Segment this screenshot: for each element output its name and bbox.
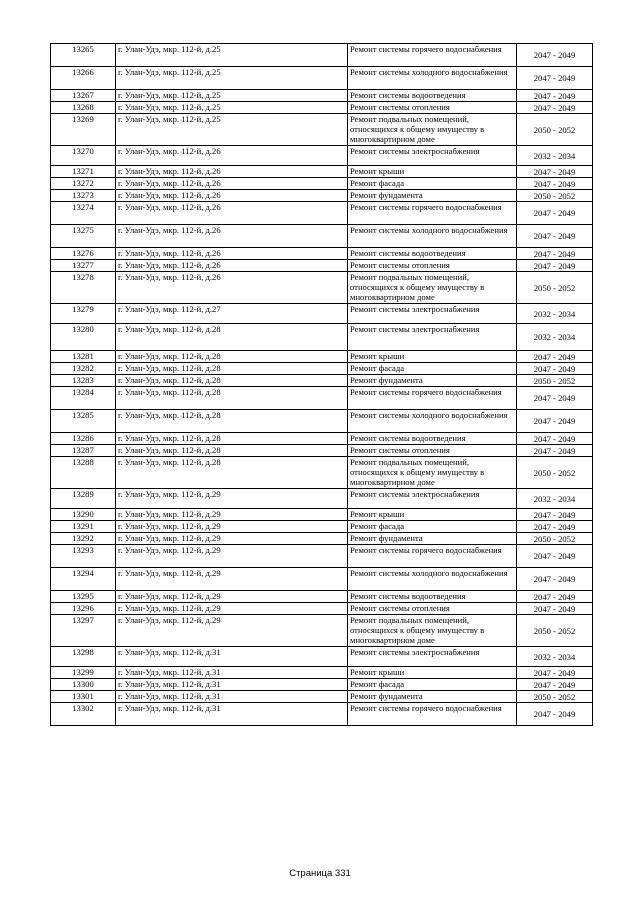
table-row — [51, 102, 593, 114]
table-row — [51, 387, 593, 410]
address-cell: г. Улан-Удэ, мкр. 112-й, д.28 — [116, 375, 348, 387]
table-row — [51, 433, 593, 445]
row-number-cell: 13290 — [51, 509, 116, 521]
period-cell: 2047 - 2049 — [517, 260, 593, 272]
row-number-cell: 13286 — [51, 433, 116, 445]
period-cell: 2047 - 2049 — [517, 568, 593, 591]
table-body — [51, 44, 593, 726]
address-cell: г. Улан-Удэ, мкр. 112-й, д.31 — [116, 691, 348, 703]
address-cell: г. Улан-Удэ, мкр. 112-й, д.28 — [116, 433, 348, 445]
address-cell: г. Улан-Удэ, мкр. 112-й, д.29 — [116, 545, 348, 568]
work-type-cell: Ремонт системы холодного водоснабжения — [348, 225, 517, 248]
address-cell: г. Улан-Удэ, мкр. 112-й, д.28 — [116, 445, 348, 457]
table-row — [51, 324, 593, 351]
work-type-cell: Ремонт системы электроснабжения — [348, 324, 517, 351]
row-number-cell: 13276 — [51, 248, 116, 260]
table-row — [51, 146, 593, 166]
period-cell: 2050 - 2052 — [517, 272, 593, 304]
address-cell: г. Улан-Удэ, мкр. 112-й, д.29 — [116, 509, 348, 521]
address-cell: г. Улан-Удэ, мкр. 112-й, д.26 — [116, 225, 348, 248]
period-cell: 2050 - 2052 — [517, 615, 593, 647]
table-row — [51, 190, 593, 202]
table-row — [51, 248, 593, 260]
row-number-cell: 13302 — [51, 703, 116, 726]
period-cell: 2032 - 2034 — [517, 146, 593, 166]
address-cell: г. Улан-Удэ, мкр. 112-й, д.26 — [116, 260, 348, 272]
row-number-cell: 13269 — [51, 114, 116, 146]
table-row — [51, 679, 593, 691]
row-number-cell: 13293 — [51, 545, 116, 568]
row-number-cell: 13280 — [51, 324, 116, 351]
row-number-cell: 13287 — [51, 445, 116, 457]
work-type-cell: Ремонт системы холодного водоснабжения — [348, 67, 517, 90]
address-cell: г. Улан-Удэ, мкр. 112-й, д.29 — [116, 489, 348, 509]
row-number-cell: 13285 — [51, 410, 116, 433]
address-cell: г. Улан-Удэ, мкр. 112-й, д.28 — [116, 410, 348, 433]
period-cell: 2032 - 2034 — [517, 324, 593, 351]
table-row — [51, 260, 593, 272]
row-number-cell: 13298 — [51, 647, 116, 667]
address-cell: г. Улан-Удэ, мкр. 112-й, д.26 — [116, 248, 348, 260]
address-cell: г. Улан-Удэ, мкр. 112-й, д.28 — [116, 351, 348, 363]
table-row — [51, 489, 593, 509]
work-type-cell: Ремонт системы горячего водоснабжения — [348, 202, 517, 225]
period-cell: 2047 - 2049 — [517, 667, 593, 679]
period-cell: 2047 - 2049 — [517, 102, 593, 114]
work-type-cell: Ремонт системы отопления — [348, 445, 517, 457]
work-type-cell: Ремонт фасада — [348, 363, 517, 375]
row-number-cell: 13277 — [51, 260, 116, 272]
period-cell: 2050 - 2052 — [517, 375, 593, 387]
period-cell: 2032 - 2034 — [517, 647, 593, 667]
work-type-cell: Ремонт системы горячего водоснабжения — [348, 44, 517, 67]
table-row — [51, 603, 593, 615]
address-cell: г. Улан-Удэ, мкр. 112-й, д.25 — [116, 90, 348, 102]
table-row — [51, 667, 593, 679]
work-type-cell: Ремонт крыши — [348, 667, 517, 679]
address-cell: г. Улан-Удэ, мкр. 112-й, д.25 — [116, 44, 348, 67]
table-row — [51, 202, 593, 225]
period-cell: 2047 - 2049 — [517, 433, 593, 445]
work-type-cell: Ремонт системы отопления — [348, 102, 517, 114]
address-cell: г. Улан-Удэ, мкр. 112-й, д.31 — [116, 647, 348, 667]
work-type-cell: Ремонт фасада — [348, 521, 517, 533]
period-cell: 2050 - 2052 — [517, 114, 593, 146]
row-number-cell: 13300 — [51, 679, 116, 691]
table-row — [51, 67, 593, 90]
row-number-cell: 13301 — [51, 691, 116, 703]
work-type-cell: Ремонт подвальных помещений, относящихся к общему имуществу в многоквартирном доме — [348, 272, 517, 304]
table-row — [51, 568, 593, 591]
period-cell: 2047 - 2049 — [517, 202, 593, 225]
work-type-cell: Ремонт системы холодного водоснабжения — [348, 568, 517, 591]
row-number-cell: 13279 — [51, 304, 116, 324]
period-cell: 2050 - 2052 — [517, 533, 593, 545]
period-cell: 2047 - 2049 — [517, 178, 593, 190]
address-cell: г. Улан-Удэ, мкр. 112-й, д.31 — [116, 703, 348, 726]
table-row — [51, 363, 593, 375]
repair-schedule-table — [50, 43, 593, 726]
work-type-cell: Ремонт системы электроснабжения — [348, 304, 517, 324]
address-cell: г. Улан-Удэ, мкр. 112-й, д.28 — [116, 363, 348, 375]
work-type-cell: Ремонт подвальных помещений, относящихся к общему имуществу в многоквартирном доме — [348, 114, 517, 146]
address-cell: г. Улан-Удэ, мкр. 112-й, д.29 — [116, 591, 348, 603]
period-cell: 2047 - 2049 — [517, 387, 593, 410]
work-type-cell: Ремонт фасада — [348, 178, 517, 190]
period-cell: 2032 - 2034 — [517, 489, 593, 509]
row-number-cell: 13272 — [51, 178, 116, 190]
period-cell: 2047 - 2049 — [517, 410, 593, 433]
period-cell: 2047 - 2049 — [517, 248, 593, 260]
row-number-cell: 13283 — [51, 375, 116, 387]
address-cell: г. Улан-Удэ, мкр. 112-й, д.25 — [116, 102, 348, 114]
row-number-cell: 13270 — [51, 146, 116, 166]
period-cell: 2047 - 2049 — [517, 225, 593, 248]
row-number-cell: 13275 — [51, 225, 116, 248]
page-number: Страница 331 — [289, 868, 351, 879]
period-cell: 2047 - 2049 — [517, 445, 593, 457]
period-cell: 2047 - 2049 — [517, 521, 593, 533]
work-type-cell: Ремонт системы электроснабжения — [348, 146, 517, 166]
work-type-cell: Ремонт системы горячего водоснабжения — [348, 387, 517, 410]
period-cell: 2047 - 2049 — [517, 90, 593, 102]
address-cell: г. Улан-Удэ, мкр. 112-й, д.26 — [116, 190, 348, 202]
row-number-cell: 13281 — [51, 351, 116, 363]
row-number-cell: 13289 — [51, 489, 116, 509]
address-cell: г. Улан-Удэ, мкр. 112-й, д.31 — [116, 667, 348, 679]
table-row — [51, 533, 593, 545]
address-cell: г. Улан-Удэ, мкр. 112-й, д.31 — [116, 679, 348, 691]
work-type-cell: Ремонт фундамента — [348, 375, 517, 387]
work-type-cell: Ремонт системы холодного водоснабжения — [348, 410, 517, 433]
period-cell: 2047 - 2049 — [517, 545, 593, 568]
table-row — [51, 304, 593, 324]
table-row — [51, 445, 593, 457]
work-type-cell: Ремонт подвальных помещений, относящихся к общему имуществу в многоквартирном доме — [348, 615, 517, 647]
table-row — [51, 375, 593, 387]
address-cell: г. Улан-Удэ, мкр. 112-й, д.26 — [116, 178, 348, 190]
work-type-cell: Ремонт фасада — [348, 679, 517, 691]
table-row — [51, 521, 593, 533]
work-type-cell: Ремонт системы водоотведения — [348, 591, 517, 603]
row-number-cell: 13284 — [51, 387, 116, 410]
row-number-cell: 13273 — [51, 190, 116, 202]
table-row — [51, 457, 593, 489]
period-cell: 2047 - 2049 — [517, 351, 593, 363]
table-row — [51, 703, 593, 726]
table-row — [51, 351, 593, 363]
period-cell: 2050 - 2052 — [517, 190, 593, 202]
address-cell: г. Улан-Удэ, мкр. 112-й, д.28 — [116, 324, 348, 351]
work-type-cell: Ремонт системы водоотведения — [348, 248, 517, 260]
row-number-cell: 13282 — [51, 363, 116, 375]
table-row — [51, 225, 593, 248]
row-number-cell: 13266 — [51, 67, 116, 90]
table-row — [51, 615, 593, 647]
table-row — [51, 272, 593, 304]
address-cell: г. Улан-Удэ, мкр. 112-й, д.29 — [116, 603, 348, 615]
work-type-cell: Ремонт системы водоотведения — [348, 90, 517, 102]
address-cell: г. Улан-Удэ, мкр. 112-й, д.26 — [116, 166, 348, 178]
work-type-cell: Ремонт фундамента — [348, 190, 517, 202]
period-cell: 2047 - 2049 — [517, 166, 593, 178]
row-number-cell: 13296 — [51, 603, 116, 615]
address-cell: г. Улан-Удэ, мкр. 112-й, д.27 — [116, 304, 348, 324]
address-cell: г. Улан-Удэ, мкр. 112-й, д.28 — [116, 387, 348, 410]
work-type-cell: Ремонт фундамента — [348, 533, 517, 545]
address-cell: г. Улан-Удэ, мкр. 112-й, д.26 — [116, 146, 348, 166]
address-cell: г. Улан-Удэ, мкр. 112-й, д.28 — [116, 457, 348, 489]
row-number-cell: 13292 — [51, 533, 116, 545]
work-type-cell: Ремонт фундамента — [348, 691, 517, 703]
work-type-cell: Ремонт крыши — [348, 509, 517, 521]
row-number-cell: 13288 — [51, 457, 116, 489]
row-number-cell: 13297 — [51, 615, 116, 647]
table-row — [51, 90, 593, 102]
period-cell: 2047 - 2049 — [517, 703, 593, 726]
row-number-cell: 13267 — [51, 90, 116, 102]
period-cell: 2047 - 2049 — [517, 591, 593, 603]
table-row — [51, 691, 593, 703]
work-type-cell: Ремонт подвальных помещений, относящихся к общему имуществу в многоквартирном доме — [348, 457, 517, 489]
period-cell: 2047 - 2049 — [517, 67, 593, 90]
page-footer — [0, 868, 640, 879]
work-type-cell: Ремонт системы отопления — [348, 603, 517, 615]
address-cell: г. Улан-Удэ, мкр. 112-й, д.26 — [116, 202, 348, 225]
table-row — [51, 410, 593, 433]
row-number-cell: 13299 — [51, 667, 116, 679]
address-cell: г. Улан-Удэ, мкр. 112-й, д.26 — [116, 272, 348, 304]
table-row — [51, 114, 593, 146]
work-type-cell: Ремонт системы горячего водоснабжения — [348, 703, 517, 726]
period-cell: 2050 - 2052 — [517, 691, 593, 703]
table-row — [51, 44, 593, 67]
table-row — [51, 178, 593, 190]
address-cell: г. Улан-Удэ, мкр. 112-й, д.29 — [116, 533, 348, 545]
row-number-cell: 13268 — [51, 102, 116, 114]
period-cell: 2047 - 2049 — [517, 44, 593, 67]
table-row — [51, 591, 593, 603]
period-cell: 2047 - 2049 — [517, 603, 593, 615]
address-cell: г. Улан-Удэ, мкр. 112-й, д.29 — [116, 521, 348, 533]
row-number-cell: 13294 — [51, 568, 116, 591]
period-cell: 2047 - 2049 — [517, 363, 593, 375]
address-cell: г. Улан-Удэ, мкр. 112-й, д.29 — [116, 615, 348, 647]
period-cell: 2047 - 2049 — [517, 509, 593, 521]
work-type-cell: Ремонт крыши — [348, 166, 517, 178]
period-cell: 2050 - 2052 — [517, 457, 593, 489]
period-cell: 2047 - 2049 — [517, 679, 593, 691]
row-number-cell: 13295 — [51, 591, 116, 603]
row-number-cell: 13278 — [51, 272, 116, 304]
address-cell: г. Улан-Удэ, мкр. 112-й, д.29 — [116, 568, 348, 591]
table-row — [51, 647, 593, 667]
work-type-cell: Ремонт системы отопления — [348, 260, 517, 272]
table-row — [51, 545, 593, 568]
row-number-cell: 13271 — [51, 166, 116, 178]
row-number-cell: 13274 — [51, 202, 116, 225]
row-number-cell: 13291 — [51, 521, 116, 533]
period-cell: 2032 - 2034 — [517, 304, 593, 324]
address-cell: г. Улан-Удэ, мкр. 112-й, д.25 — [116, 67, 348, 90]
work-type-cell: Ремонт крыши — [348, 351, 517, 363]
table-row — [51, 509, 593, 521]
work-type-cell: Ремонт системы горячего водоснабжения — [348, 545, 517, 568]
address-cell: г. Улан-Удэ, мкр. 112-й, д.25 — [116, 114, 348, 146]
work-type-cell: Ремонт системы водоотведения — [348, 433, 517, 445]
work-type-cell: Ремонт системы электроснабжения — [348, 489, 517, 509]
work-type-cell: Ремонт системы электроснабжения — [348, 647, 517, 667]
table-row — [51, 166, 593, 178]
row-number-cell: 13265 — [51, 44, 116, 67]
